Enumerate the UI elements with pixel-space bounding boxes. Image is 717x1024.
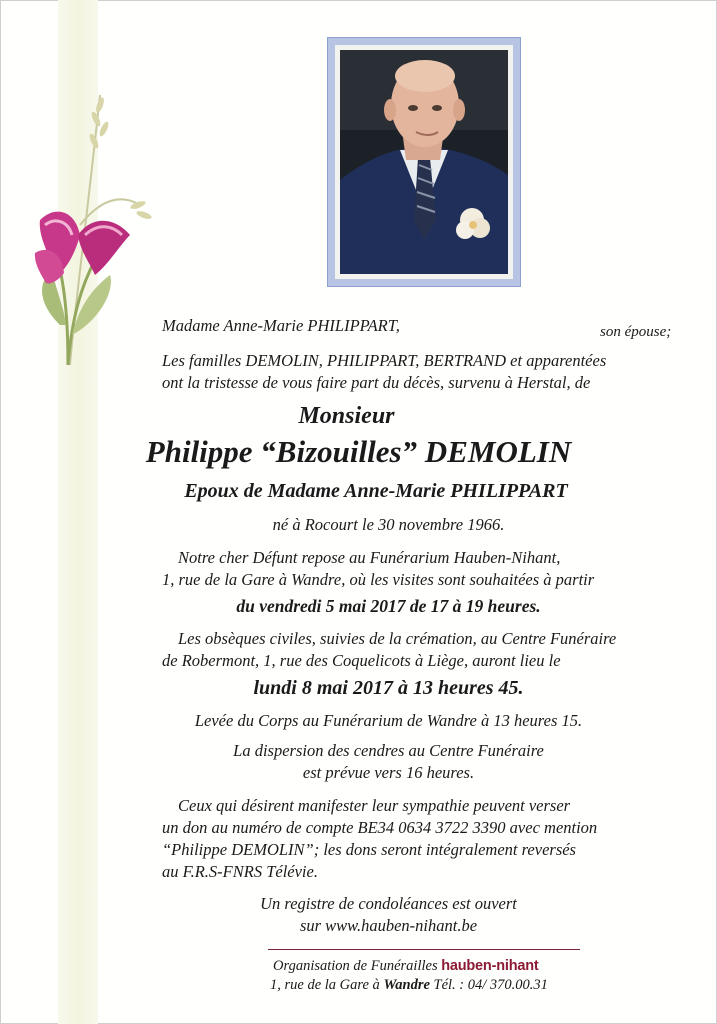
brand-logo-text: hauben-nihant: [441, 958, 539, 974]
portrait-photo: [340, 50, 508, 274]
footer-divider: [268, 949, 580, 950]
donation-line-3: “Philippe DEMOLIN”; les dons seront intégralement reversés: [162, 840, 576, 859]
condolence-register-line-1: Un registre de condoléances est ouvert: [260, 894, 517, 913]
footer-org-prefix: Organisation de Funérailles: [273, 958, 438, 974]
funeral-line-2: de Robermont, 1, rue des Coquelicots à Liège, auront lieu le: [162, 651, 561, 670]
funeral-date: lundi 8 mai 2017 à 13 heures 45.: [253, 677, 524, 699]
dispersion-line-2: est prévue vers 16 heures.: [302, 763, 475, 782]
families-line-1: Les familles DEMOLIN, PHILIPPART, BERTRAND et apparentées: [162, 351, 607, 370]
birth-info: né à Rocourt le 30 novembre 1966.: [272, 515, 505, 534]
footer-address-prefix: 1, rue de la Gare à: [270, 977, 380, 993]
footer-organisation: [273, 958, 539, 975]
donation-line-2: un don au numéro de compte BE34 0634 3722 3390 avec mention: [162, 818, 598, 837]
funeral-line-1: Les obsèques civiles, suivies de la crémation, au Centre Funéraire: [178, 629, 617, 648]
families-line-2: ont la tristesse de vous faire part du décès, survenu à Herstal, de: [162, 373, 591, 392]
condolence-register-link[interactable]: sur www.hauben-nihant.be: [299, 916, 478, 935]
footer-address-town: Wandre: [383, 977, 430, 993]
calla-lily-illustration: [20, 85, 170, 370]
footer-address: [270, 977, 548, 994]
donation-line-1: Ceux qui désirent manifester leur sympathie peuvent verser: [178, 796, 571, 815]
honorific: Monsieur: [298, 403, 395, 429]
deceased-name: Philippe “Bizouilles” DEMOLIN: [145, 434, 572, 469]
spouse-of-line: Epoux de Madame Anne-Marie PHILIPPART: [184, 480, 568, 502]
repose-line-2: 1, rue de la Gare à Wandre, où les visites sont souhaitées à partir: [162, 570, 595, 589]
dispersion-line-1: La dispersion des cendres au Centre Funéraire: [233, 741, 544, 760]
spouse-relation: son épouse;: [600, 324, 672, 340]
levee-du-corps: Levée du Corps au Funérarium de Wandre à 13 heures 15.: [194, 711, 583, 730]
portrait-frame: [327, 37, 521, 287]
donation-line-4: au F.R.S-FNRS Télévie.: [162, 862, 318, 881]
portrait-mat: [335, 45, 513, 279]
visitation-date: du vendredi 5 mai 2017 de 17 à 19 heures.: [236, 596, 541, 616]
spouse-name: Madame Anne-Marie PHILIPPART,: [162, 316, 400, 335]
footer-phone: Tél. : 04/ 370.00.31: [433, 977, 548, 993]
repose-line-1: Notre cher Défunt repose au Funérarium Hauben-Nihant,: [178, 548, 561, 567]
